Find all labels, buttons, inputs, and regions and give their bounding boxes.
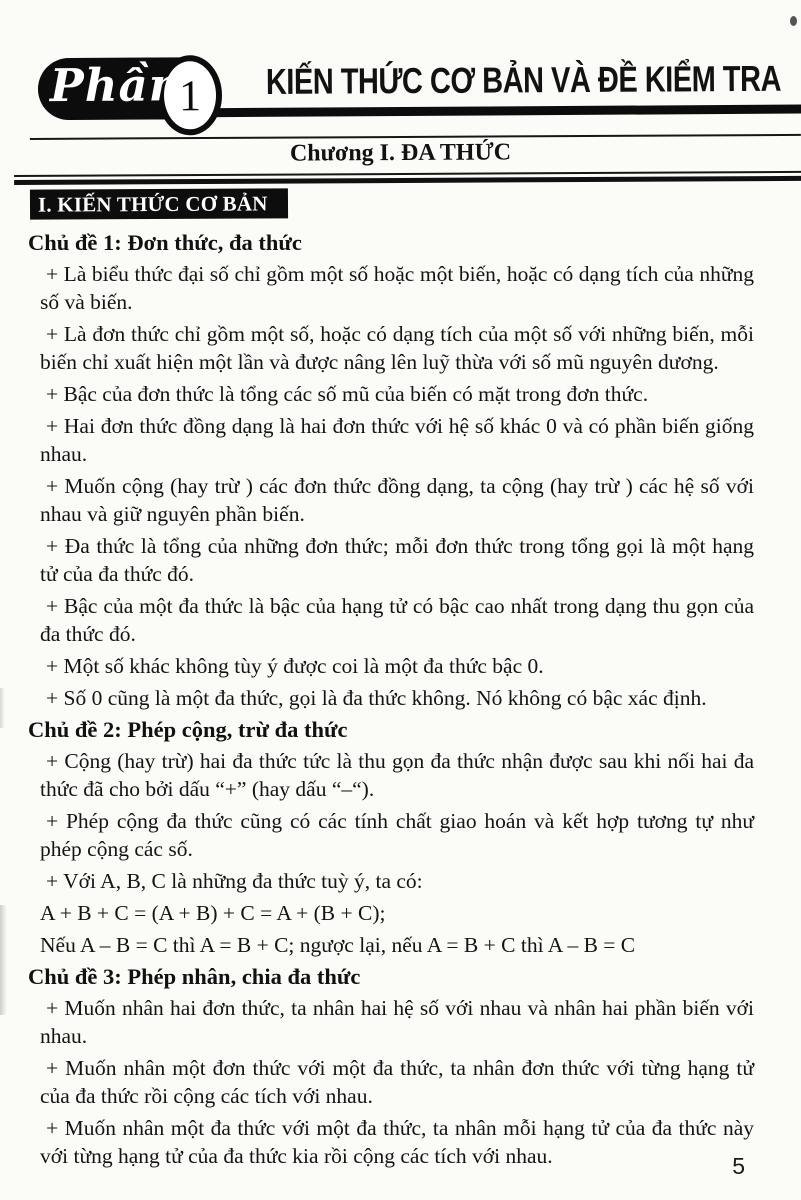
section-title: I. KIẾN THỨC CƠ BẢN (37, 191, 268, 217)
rule-thick-bottom (14, 176, 801, 185)
bullet-paragraph: + Hai đơn thức đồng dạng là hai đơn thức với hệ số khác 0 và có phần biến giống nhau. (40, 414, 754, 466)
part-number: 1 (178, 70, 202, 120)
bullet-paragraph: + Phép cộng đa thức cũng có các tính chất giao hoán và kết hợp tương tự như phép cộng các số. (40, 809, 754, 861)
topic-heading-1: Chủ đề 1: Đơn thức, đa thức (28, 230, 302, 255)
scan-speck (790, 16, 797, 26)
part-title: KIẾN THỨC CƠ BẢN VÀ ĐỀ KIỂM TRA (265, 59, 782, 103)
page-content (28, 229, 764, 1170)
bullet-paragraph: + Muốn nhân hai đơn thức, ta nhân hai hệ số với nhau và nhân hai phần biến với nhau. (40, 996, 754, 1048)
scan-smudge (0, 905, 7, 1015)
bullet-paragraph: + Số 0 cũng là một đa thức, gọi là đa thức không. Nó không có bậc xác định. (46, 686, 707, 710)
page-number: 5 (732, 1153, 745, 1179)
bullet-paragraph: + Là đơn thức chỉ gồm một số, hoặc có dạng tích của một số với những biến, mỗi biến chỉ xuất hiện một lần và được nâng lên luỹ thừa với số mũ nguyên dương. (40, 322, 754, 374)
chapter-header (0, 132, 801, 186)
bullet-paragraph: + Cộng (hay trừ) hai đa thức tức là thu gọn đa thức nhận được sau khi nối hai đa thức đã cho bởi dấu “+” (hay dấu “–“). (40, 749, 754, 801)
bullet-paragraph: + Một số khác không tùy ý được coi là một đa thức bậc 0. (46, 654, 544, 678)
banner-rule (205, 105, 801, 118)
bullet-paragraph: + Muốn cộng (hay trừ ) các đơn thức đồng dạng, ta cộng (hay trừ ) các hệ số với nhau và giữ nguyên phần biến. (40, 474, 754, 526)
bullet-paragraph: + Bậc của đơn thức là tổng các số mũ của biến có mặt trong đơn thức. (46, 382, 649, 406)
chapter-title: Chương I. ĐA THỨC (289, 139, 512, 167)
topic-heading-2: Chủ đề 2: Phép cộng, trừ đa thức (28, 717, 348, 742)
bullet-paragraph: + Đa thức là tổng của những đơn thức; mỗi đơn thức trong tổng gọi là một hạng tử của đa thức đó. (40, 534, 754, 586)
bullet-paragraph: + Với A, B, C là những đa thức tuỳ ý, ta có: (46, 869, 423, 893)
bullet-paragraph: + Muốn nhân một đơn thức với một đa thức, ta nhân đơn thức với từng hạng tử của đa thức rồi cộng các tích với nhau. (40, 1056, 754, 1108)
topic-heading-3: Chủ đề 3: Phép nhân, chia đa thức (28, 964, 361, 989)
bullet-paragraph: + Là biểu thức đại số chỉ gồm một số hoặc một biến, hoặc có dạng tích của những số và biến. (40, 262, 754, 314)
scan-smudge (0, 688, 5, 728)
part-banner (0, 52, 801, 133)
formula-line: Nếu A – B = C thì A = B + C; ngược lại, nếu A = B + C thì A – B = C (40, 933, 636, 957)
formula-line: A + B + C = (A + B) + C = A + (B + C); (40, 901, 386, 925)
section-title-box (30, 188, 288, 219)
part-label: Phần (49, 58, 183, 113)
bullet-paragraph: + Bậc của một đa thức là bậc của hạng tử có bậc cao nhất trong dạng thu gọn của đa thức đó. (40, 594, 754, 646)
bullet-paragraph: + Muốn nhân một đa thức với một đa thức, ta nhân mỗi hạng tử của đa thức này với từng hạng tử của đa thức kia rồi cộng các tích với nhau. (40, 1116, 754, 1168)
